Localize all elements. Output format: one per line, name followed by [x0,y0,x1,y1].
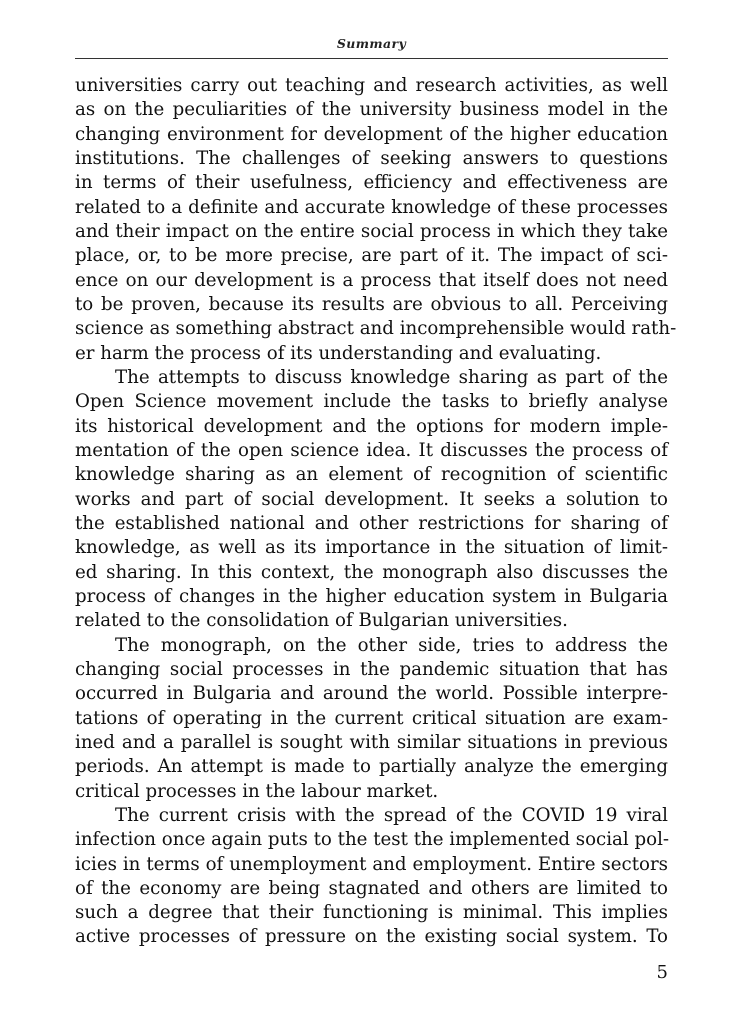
text-line: to be proven, because its results are obvious to all. Perceiving [75,293,668,315]
text-line: institutions. The challenges of seeking answers to questions [75,147,668,169]
text-line: works and part of social development. It seeks a solution to [75,488,668,510]
text-line: process of changes in the higher education system in Bulgaria [75,585,668,607]
paragraph-4 [75,804,668,950]
text-line: occurred in Bulgaria and around the world. Possible interpre- [75,683,668,705]
text-line: changing social processes in the pandemic situation that has [75,658,668,680]
running-header: Summary [336,36,407,51]
body-text [75,74,677,950]
text-line: universities carry out teaching and research activities, as well [75,75,668,96]
text-line: critical processes in the labour market. [75,780,439,802]
text-line: ined and a parallel is sought with similar situations in previous [75,731,668,753]
text-line: ed sharing. In this context, the monograph also discusses the [75,561,668,583]
text-line: its historical development and the options for modern imple- [75,415,668,437]
text-line: the established national and other restrictions for sharing of [75,512,668,534]
text-line: The attempts to discuss knowledge sharing as part of the [115,366,668,388]
text-line: Open Science movement include the tasks to briefly analyse [75,391,668,413]
text-line: infection once again puts to the test the implemented social pol- [75,829,670,851]
text-line: active processes of pressure on the existing social system. To [75,926,668,948]
text-line: in terms of their usefulness, efficiency and effectiveness are [75,172,668,194]
text-line: periods. An attempt is made to partially analyze the emerging [75,756,668,778]
text-line: place, or, to be more precise, are part of it. The impact of sci- [75,245,668,267]
text-line: knowledge sharing as an element of recognition of scientific [75,464,668,486]
text-line: and their impact on the entire social process in which they take [75,220,668,242]
text-line: changing environment for development of the higher education [75,123,668,145]
text-line: The monograph, on the other side, tries to address the [115,634,668,656]
paragraph-3 [75,634,668,804]
text-line: tations of operating in the current critical situation are exam- [75,707,668,729]
text-line: mentation of the open science idea. It discusses the process of [75,439,668,461]
text-line: ence on our development is a process that itself does not need [75,269,668,291]
page-number: 5 [656,962,668,983]
text-line: The current crisis with the spread of the COVID 19 viral [115,804,668,826]
text-line: such a degree that their functioning is minimal. This implies [75,902,668,924]
text-line: related to a definite and accurate knowledge of these processes [75,196,668,218]
text-line: er harm the process of its understanding and evaluating. [75,342,602,364]
text-line: knowledge, as well as its importance in the situation of limit- [75,537,668,559]
text-line: icies in terms of unemployment and employment. Entire sectors [75,853,668,875]
text-line: related to the consolidation of Bulgarian universities. [75,610,568,632]
text-line: science as something abstract and incomprehensible would rath- [75,318,677,340]
text-line: as on the peculiarities of the university business model in the [75,99,668,121]
paragraph-2 [75,366,668,634]
text-line: of the economy are being stagnated and others are limited to [75,877,668,899]
paragraph-1 [75,74,677,366]
header-rule [75,58,668,59]
